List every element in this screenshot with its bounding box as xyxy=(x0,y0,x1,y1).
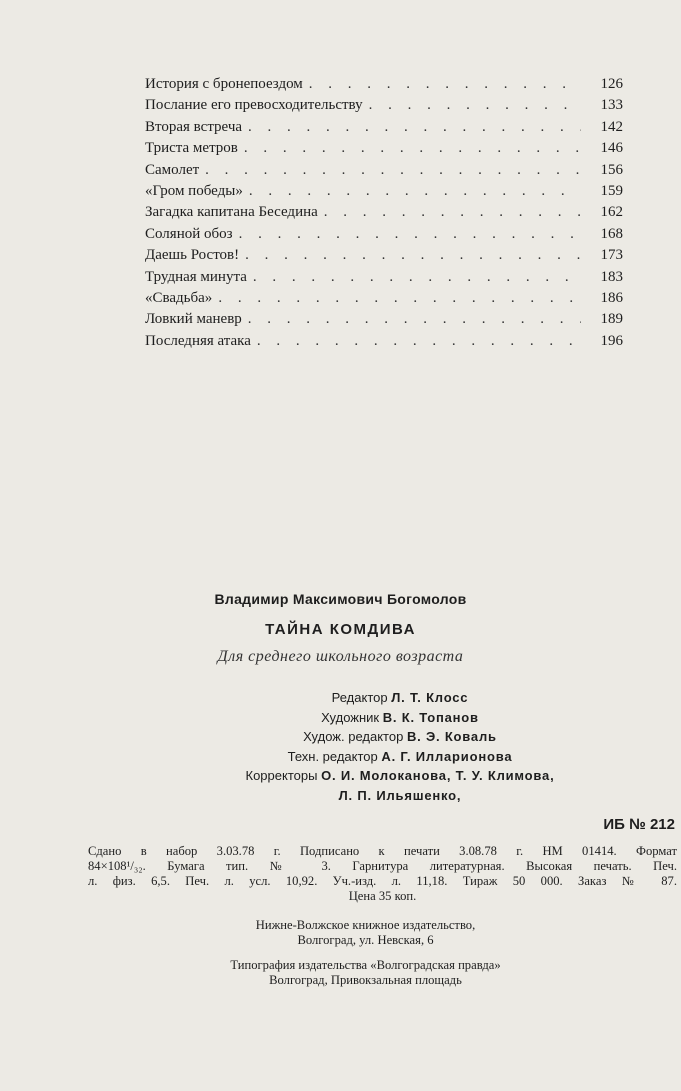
toc-entry-title: Загадка капитана Беседина xyxy=(145,204,318,221)
credit-role: Худож. редактор xyxy=(303,729,404,744)
credit-names: А. Г. Илларионова xyxy=(381,748,513,764)
toc-entry xyxy=(145,247,623,268)
toc-entry xyxy=(145,226,623,247)
toc-entry-page: 156 xyxy=(600,161,623,178)
toc-leader-dots xyxy=(369,97,581,114)
credit-role: Художник xyxy=(321,709,380,725)
credit-role: Редактор xyxy=(331,690,388,705)
toc-leader-dots xyxy=(249,183,581,200)
toc-entry-page: 159 xyxy=(600,182,623,199)
credit-line xyxy=(230,786,570,806)
credit-role: Корректоры xyxy=(245,768,318,783)
toc-entry xyxy=(145,204,623,225)
credit-names: В. Э. Коваль xyxy=(406,729,497,744)
imprint-line: л. физ. 6,5. Печ. л. усл. 10,92. Уч.-изд. л. 11,18. Тираж 50 000. Заказ № 87. xyxy=(88,874,677,888)
toc-entry xyxy=(145,269,623,290)
toc-leader-dots xyxy=(253,269,581,286)
credit-line xyxy=(230,688,570,708)
toc-entry-page: 183 xyxy=(600,268,623,285)
toc-entry xyxy=(145,183,623,204)
book-title: ТАЙНА КОМДИВА xyxy=(265,621,416,638)
toc-entry-page: 126 xyxy=(600,76,623,92)
toc-entry xyxy=(145,97,623,118)
book-author: Владимир Максимович Богомолов xyxy=(214,591,467,607)
publisher xyxy=(0,918,681,948)
printer-address: Волгоград, Привокзальная площадь xyxy=(269,973,462,987)
toc-entry-title: Триста метров xyxy=(145,140,238,157)
toc-entry-title: Вторая встреча xyxy=(145,118,243,135)
credit-line xyxy=(230,708,570,728)
toc-entry-title: Соляной обоз xyxy=(145,225,233,242)
toc-entry xyxy=(145,290,623,311)
imprint-line: Сдано в набор 3.03.78 г. Подписано к печати 3.08.78 г. НМ 01414. Формат xyxy=(88,844,677,858)
toc-entry xyxy=(145,333,623,354)
credit-line xyxy=(230,747,570,767)
credit-role: Техн. редактор xyxy=(287,748,378,764)
imprint-price: Цена 35 коп. xyxy=(348,889,417,903)
toc-entry-page: 196 xyxy=(600,332,623,349)
toc-leader-dots xyxy=(239,226,581,243)
publisher-name: Нижне-Волжское книжное издательство, xyxy=(255,918,476,932)
printer xyxy=(0,958,681,988)
toc-entry-page: 162 xyxy=(600,204,623,221)
toc-leader-dots xyxy=(257,333,581,350)
printer-name: Типография издательства «Волгоградская правда» xyxy=(230,958,501,972)
toc-entry-page: 133 xyxy=(600,97,623,114)
table-of-contents xyxy=(145,76,623,354)
toc-entry-title: Самолет xyxy=(145,161,200,178)
credit-line xyxy=(230,727,570,747)
toc-entry-page: 142 xyxy=(600,118,623,135)
toc-entry-page: 168 xyxy=(600,225,623,242)
imprint-line: 84×108¹/₃₂. Бумага тип. № 3. Гарнитура литературная. Высокая печать. Печ. xyxy=(88,859,677,873)
book-audience: Для среднего школьного возраста xyxy=(217,648,464,665)
toc-entry-page: 146 xyxy=(600,140,623,157)
toc-leader-dots xyxy=(309,76,581,93)
credit-names: О. И. Молоканова, Т. У. Климова, xyxy=(321,768,555,783)
toc-entry-title: Трудная минута xyxy=(145,268,247,285)
imprint xyxy=(88,844,677,904)
toc-entry xyxy=(145,311,623,332)
toc-entry xyxy=(145,119,623,140)
credit-names: Л. Т. Клосс xyxy=(391,690,469,705)
toc-leader-dots xyxy=(205,162,581,179)
publisher-address: Волгоград, ул. Невская, 6 xyxy=(297,933,434,947)
toc-entry-title: Даешь Ростов! xyxy=(145,247,240,264)
toc-entry xyxy=(145,76,623,97)
toc-leader-dots xyxy=(248,119,581,136)
toc-leader-dots xyxy=(324,204,581,221)
toc-leader-dots xyxy=(244,140,581,157)
toc-entry-title: «Гром победы» xyxy=(145,182,243,199)
credit-line xyxy=(230,766,570,786)
toc-entry-page: 173 xyxy=(600,247,623,264)
toc-leader-dots xyxy=(245,247,581,264)
toc-entry-title: Ловкий маневр xyxy=(145,311,242,328)
toc-entry-title: История с бронепоездом xyxy=(145,76,303,92)
toc-entry-page: 189 xyxy=(600,311,623,328)
toc-entry xyxy=(145,140,623,161)
credits xyxy=(230,688,570,805)
toc-entry xyxy=(145,162,623,183)
credit-names: В. К. Топанов xyxy=(382,709,479,725)
ib-number: ИБ № 212 xyxy=(603,816,675,833)
toc-leader-dots xyxy=(248,311,581,328)
credit-names: Л. П. Ильяшенко, xyxy=(338,787,462,803)
toc-entry-title: Послание его превосходительству xyxy=(145,97,363,114)
toc-entry-page: 186 xyxy=(600,289,623,306)
toc-leader-dots xyxy=(218,290,581,307)
toc-entry-title: Последняя атака xyxy=(145,332,251,349)
toc-entry-title: «Свадьба» xyxy=(145,289,213,306)
